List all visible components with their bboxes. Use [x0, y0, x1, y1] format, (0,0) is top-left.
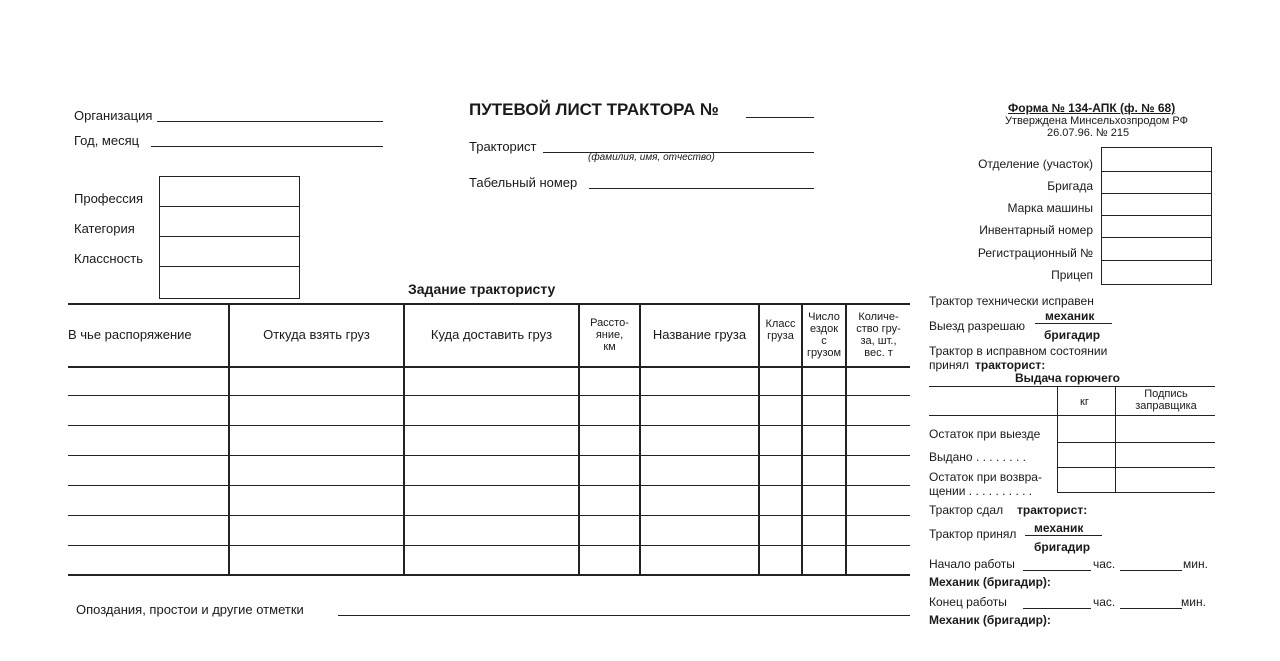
col-header-text: вес. т [864, 347, 893, 359]
end-minutes-field[interactable] [1120, 608, 1182, 609]
col-header-text: грузом [806, 347, 842, 359]
table-row [68, 545, 910, 546]
organization-field[interactable] [157, 121, 383, 122]
col-header-cargo: Название груза [652, 327, 747, 342]
fuel-row-label: Остаток при возвра- [929, 470, 1042, 484]
received-mechanic: механик [1034, 521, 1084, 535]
end-minutes-unit: мин. [1181, 595, 1206, 609]
fuel-title: Выдача горючего [1015, 371, 1120, 385]
received-prefix: Трактор принял [929, 527, 1017, 541]
col-header-quantity [847, 305, 910, 365]
table-row [68, 425, 910, 426]
approved-text: Утверждена Минсельхозпродом РФ [1005, 115, 1189, 127]
col-header-text: Количе- [858, 311, 899, 323]
exit-allowed-label: Выезд разрешаю [929, 319, 1025, 333]
tech-ok-label: Трактор технически исправен [929, 294, 1094, 308]
start-minutes-unit: мин. [1183, 557, 1208, 571]
mechanic-sign-line[interactable] [1035, 323, 1112, 324]
approved-date: 26.07.96. № 215 [1047, 127, 1130, 139]
fuel-row-label: Остаток при выезде [929, 427, 1041, 441]
table-row [68, 515, 910, 516]
fuel-col-sign-text: заправщика [1135, 400, 1197, 412]
col-header-text: с [821, 335, 827, 347]
accepted-label: Трактор в исправном состоянии [929, 344, 1108, 358]
right-field-label: Отделение (участок) [978, 157, 1093, 171]
table-row [68, 455, 910, 456]
received-sign-line[interactable] [1025, 535, 1102, 536]
right-field-label: Бригада [1047, 179, 1093, 193]
start-hours-unit: час. [1093, 557, 1116, 571]
end-work-label: Конец работы [929, 595, 1007, 609]
col-header-text: ездок [809, 323, 839, 335]
fuel-row-label: Выдано . . . . . . . . [929, 450, 1026, 464]
accepted-prefix: принял [929, 358, 970, 372]
fuel-col-divider [1057, 386, 1058, 492]
fuel-col-kg: кг [1080, 396, 1089, 408]
col-header-distance [580, 305, 639, 365]
right-field-label: Регистрационный № [977, 246, 1093, 260]
brigadier-signature: бригадир [1044, 328, 1101, 342]
fuel-row-label: щении . . . . . . . . . . [929, 484, 1033, 498]
delays-label: Опоздания, простои и другие отметки [76, 602, 304, 617]
right-field-label: Инвентарный номер [979, 223, 1093, 237]
end-hours-unit: час. [1093, 595, 1116, 609]
delays-field[interactable] [338, 615, 910, 616]
tab-number-field[interactable] [589, 188, 814, 189]
profession-box[interactable] [159, 176, 300, 299]
right-field-label: Прицеп [1051, 268, 1093, 282]
table-row [68, 485, 910, 486]
end-mechanic-label: Механик (бригадир): [929, 613, 1051, 627]
col-header-class [760, 305, 801, 355]
col-header-recipient: В чье распоряжение [68, 327, 192, 342]
fuel-table-bottom [1057, 492, 1215, 493]
col-header-trips [803, 305, 845, 365]
waybill-number-field[interactable] [746, 117, 814, 118]
col-header-text: км [603, 341, 616, 353]
unit-info-box[interactable] [1101, 147, 1212, 285]
tab-number-label: Табельный номер [469, 175, 578, 190]
col-header-text: ство гру- [856, 323, 901, 335]
table-row [68, 395, 910, 396]
fuel-col-sign-text: Подпись [1144, 388, 1188, 400]
organization-label: Организация [74, 108, 153, 123]
start-hours-field[interactable] [1023, 570, 1091, 571]
fuel-col-divider [1115, 386, 1116, 492]
fuel-table-row [1057, 467, 1215, 468]
start-minutes-field[interactable] [1120, 570, 1182, 571]
end-hours-field[interactable] [1023, 608, 1091, 609]
category-label: Категория [74, 221, 135, 236]
col-header-text: Число [808, 311, 840, 323]
table-header-bottom [68, 366, 910, 368]
right-field-label: Марка машины [1007, 201, 1093, 215]
fio-hint: (фамилия, имя, отчество) [588, 152, 715, 163]
fuel-table-header-bottom [929, 415, 1215, 416]
task-title: Задание трактористу [408, 281, 556, 297]
col-header-text: яние, [595, 329, 624, 341]
year-month-field[interactable] [151, 146, 383, 147]
handed-tractorist: тракторист: [1017, 503, 1088, 517]
col-header-text: груза [767, 330, 794, 342]
tractorist-label: Тракторист [469, 139, 537, 154]
fuel-table-row [1057, 442, 1215, 443]
handed-prefix: Трактор сдал [929, 503, 1004, 517]
fuel-table-top [929, 386, 1215, 387]
start-mechanic-label: Механик (бригадир): [929, 575, 1051, 589]
profession-label: Профессия [74, 191, 144, 206]
received-brigadier: бригадир [1034, 540, 1091, 554]
table-bottom-line [68, 574, 910, 576]
form-number: Форма № 134-АПК (ф. № 68) [1008, 101, 1176, 115]
class-label: Классность [74, 251, 144, 266]
col-header-from: Откуда взять груз [263, 327, 370, 342]
start-work-label: Начало работы [929, 557, 1015, 571]
year-month-label: Год, месяц [74, 133, 140, 148]
col-header-text: Рассто- [590, 317, 629, 329]
col-header-text: за, шт., [860, 335, 897, 347]
mechanic-signature: механик [1045, 309, 1095, 323]
col-header-to: Куда доставить груз [430, 327, 553, 342]
col-header-text: Класс [765, 318, 796, 330]
page-title: ПУТЕВОЙ ЛИСТ ТРАКТОРА № [469, 100, 719, 119]
accepted-tractorist: тракторист: [975, 358, 1046, 372]
fuel-col-sign [1118, 388, 1214, 412]
